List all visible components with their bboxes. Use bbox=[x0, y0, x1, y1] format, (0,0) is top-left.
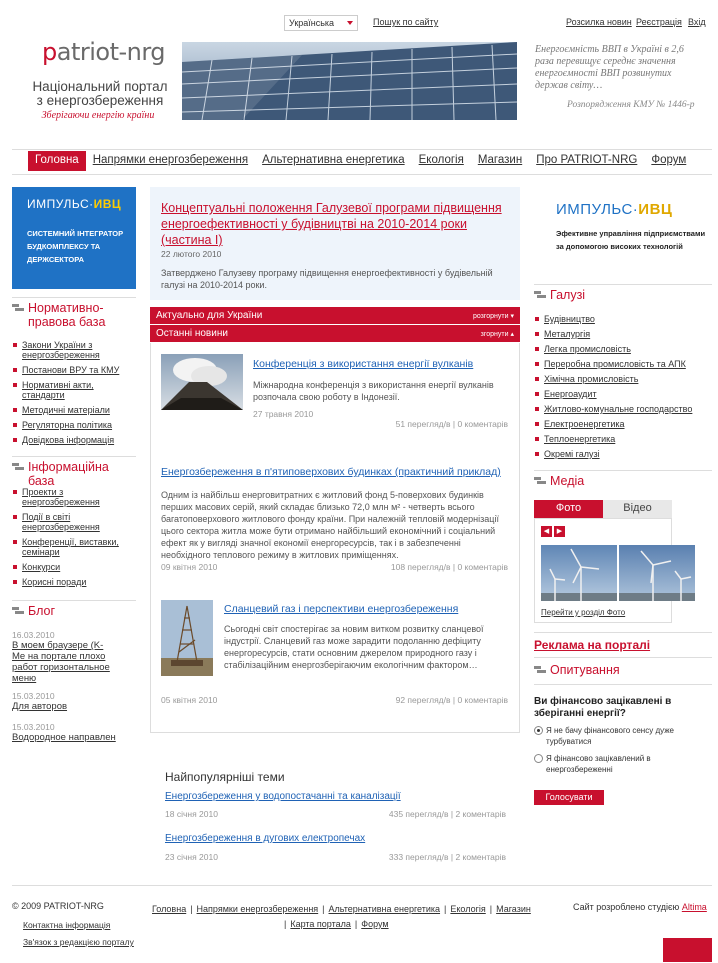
blog-post-link[interactable]: Водородное направлен bbox=[12, 732, 116, 743]
featured-text: Затверджено Галузеву програму підвищення енергоефективності у будівельній галузі на 2010-2014 роки. bbox=[161, 268, 493, 290]
footer-link[interactable]: Магазин bbox=[496, 904, 531, 914]
tab-photo[interactable]: Фото bbox=[534, 500, 603, 518]
news-meta: 51 перегляд/в | 0 коментарів bbox=[395, 419, 508, 429]
blog-post-link[interactable]: Для авторов bbox=[12, 701, 68, 712]
nav-divider-top bbox=[12, 149, 712, 150]
nav-directions[interactable]: Напрямки енергозбереження bbox=[92, 154, 249, 166]
blog-list bbox=[12, 630, 136, 743]
vote-button[interactable]: Голосувати bbox=[534, 790, 604, 805]
footer-link[interactable]: Форум bbox=[361, 919, 389, 929]
volcano-thumbnail[interactable] bbox=[161, 354, 243, 410]
search-link[interactable]: Пошук по сайту bbox=[373, 17, 439, 27]
altima-link[interactable]: Altima bbox=[681, 902, 707, 912]
section-icon bbox=[534, 666, 546, 675]
nav-about[interactable]: Про PATRIOT-NRG bbox=[536, 154, 638, 166]
divider bbox=[12, 297, 136, 298]
news-title-link[interactable]: Сланцевий газ і перспективи енергозбереження bbox=[224, 603, 459, 615]
main-nav bbox=[28, 151, 693, 171]
news-text: Одним із найбільш енерговитратних є житловий фонд 5-поверхових будинків перших масових серій, який складає близько 72,0 млн м² - четверть всього багатоповерхового житлового фонду країни. При належній тепловій модернізації цього сектора житла може бути отримано найбільший економічний і соціальний ефект як у вигляді значної економії енергоресурсів, так і в забезпеченні необхідного теплового режиму в житлових приміщеннях. bbox=[161, 490, 499, 560]
list-item[interactable]: Корисні поради bbox=[12, 577, 136, 587]
branches-section-title: Галузі bbox=[534, 288, 585, 302]
prev-arrow-icon[interactable]: ◀ bbox=[541, 526, 552, 537]
news-date: 27 травня 2010 bbox=[253, 409, 314, 419]
popular-meta: 435 перегляд/в | 2 коментарів bbox=[388, 809, 506, 819]
gallery-link[interactable]: Перейти у розділ Фото bbox=[541, 608, 626, 617]
news-meta: 108 перегляд/в | 0 коментарів bbox=[390, 562, 508, 572]
news-meta: 92 перегляд/в | 0 коментарів bbox=[395, 695, 508, 705]
list-item[interactable]: Окремі галузі bbox=[534, 449, 712, 459]
divider bbox=[534, 632, 712, 633]
header-quote: Енергоємність ВВП в Україні в 2,6 раза перевищує середнє значення енергоємності ВВП розвинутих держав світу… bbox=[535, 44, 684, 91]
chevron-down-icon bbox=[347, 21, 353, 25]
footer-link[interactable]: Напрямки енергозбереження bbox=[196, 904, 319, 914]
divider bbox=[534, 657, 712, 658]
nav-forum[interactable]: Форум bbox=[651, 154, 687, 166]
blog-date: 15.03.2010 bbox=[12, 722, 55, 732]
feedback-link[interactable]: Зв'язок з редакцією порталу bbox=[23, 937, 134, 947]
list-item[interactable]: Методичні матеріали bbox=[12, 405, 136, 415]
divider bbox=[534, 284, 712, 285]
poll-option[interactable]: Я не бачу фінансового сенсу дуже турбуватися bbox=[534, 725, 712, 747]
credit: Сайт розроблено студією Altima bbox=[573, 902, 707, 912]
list-item[interactable]: Нормативні акти, стандарти bbox=[12, 380, 136, 400]
list-item[interactable]: Житлово-комунальне господарство bbox=[534, 404, 712, 414]
nav-alt-energy[interactable]: Альтернативна енергетика bbox=[262, 154, 405, 166]
nav-shop[interactable]: Магазин bbox=[477, 154, 523, 166]
footer-divider bbox=[12, 885, 712, 886]
list-item[interactable]: Енергоаудит bbox=[534, 389, 712, 399]
divider bbox=[534, 684, 712, 685]
section-icon bbox=[534, 477, 546, 486]
media-section-title: Медіа bbox=[534, 474, 584, 488]
news-bar[interactable]: Останні новини згорнути ▴ bbox=[150, 325, 520, 342]
expand-toggle[interactable]: розгорнути ▾ bbox=[472, 312, 514, 320]
impulse-banner-left[interactable]: ИМПУЛЬС·ИВЦ СИСТЕМНИЙ ІНТЕГРАТОР БУДКОМПЛЕКСУ ТА ДЕРЖСЕКТОРА bbox=[12, 187, 136, 289]
list-item[interactable]: Теплоенергетика bbox=[534, 434, 712, 444]
radio-selected[interactable] bbox=[534, 726, 543, 735]
poll-option[interactable]: Я фінансово зацікавлений в енергозбереженні bbox=[534, 753, 712, 775]
blog-date: 15.03.2010 bbox=[12, 691, 55, 701]
news-title-link[interactable]: Енергозбереження в п'ятиповерхових будинках (практичний приклад) bbox=[161, 466, 501, 478]
blog-date: 16.03.2010 bbox=[12, 630, 55, 640]
footer-link[interactable]: Карта портала bbox=[290, 919, 351, 929]
featured-date: 22 лютого 2010 bbox=[161, 249, 222, 259]
nav-divider-bottom bbox=[12, 174, 712, 175]
branches-list bbox=[534, 314, 712, 464]
divider bbox=[534, 470, 712, 471]
wind-turbine-photo[interactable] bbox=[541, 545, 617, 601]
popular-meta: 333 перегляд/в | 2 коментарів bbox=[388, 852, 506, 862]
contact-link[interactable]: Контактна інформація bbox=[23, 920, 111, 930]
media-tabs bbox=[534, 500, 672, 518]
list-item[interactable]: Хімічна промисловість bbox=[534, 374, 712, 384]
ads-link[interactable]: Реклама на порталі bbox=[534, 638, 651, 652]
logo[interactable]: patriot-nrg bbox=[42, 38, 166, 66]
tab-video[interactable]: Відео bbox=[603, 500, 672, 518]
nav-home[interactable]: Головна bbox=[28, 151, 86, 171]
register-link[interactable]: Реєстрація bbox=[636, 17, 682, 27]
news-text: Сьогодні світ спостерігає за новим витком розвитку сланцевої індустрії. Сланцевий газ може зарадити подоланню дефіциту енергоресурсів, стати основним джерелом природного газу і стабілізаційним енергозберігаючим екологічним фактором… bbox=[224, 624, 484, 670]
footer-nav-2: | Карта портала | Форум bbox=[284, 919, 389, 929]
popular-heading: Найпопулярніші теми bbox=[165, 770, 285, 784]
news-text: Міжнародна конференція з використання енергії вулканів розпочала свою роботу в Індонезії. bbox=[253, 380, 494, 402]
studio-logo[interactable] bbox=[663, 938, 712, 962]
actual-bar[interactable]: Актуально для України розгорнути ▾ bbox=[150, 307, 520, 324]
list-item[interactable]: Конференції, виставки, семінари bbox=[12, 537, 136, 557]
list-item[interactable]: Переробна промисловість та АПК bbox=[534, 359, 712, 369]
language-select[interactable]: Українська bbox=[284, 15, 358, 31]
poll-question: Ви фінансово зацікавлені в зберіганні енергії? bbox=[534, 696, 672, 719]
list-item[interactable]: Легка промисловість bbox=[534, 344, 712, 354]
news-date: 09 квітня 2010 bbox=[161, 562, 218, 572]
copyright: © 2009 PATRIOT-NRG bbox=[12, 901, 104, 911]
footer-link[interactable]: Екологія bbox=[450, 904, 486, 914]
popular-date: 18 січня 2010 bbox=[165, 809, 218, 819]
divider bbox=[12, 456, 136, 457]
section-icon bbox=[12, 304, 24, 313]
section-icon bbox=[534, 291, 546, 300]
list-item[interactable]: Електроенергетика bbox=[534, 419, 712, 429]
solar-panel-banner bbox=[182, 42, 517, 120]
impulse-banner-right[interactable]: ИМПУЛЬС·ИВЦ Эфективне управління підприємствами за допомогою високих технологій bbox=[556, 201, 706, 251]
divider bbox=[12, 600, 136, 601]
featured-title-link[interactable]: Концептуальні положення Галузевої програми підвищення енергоефективності у будівництві на 2010-2014 роки (частина І) bbox=[161, 201, 502, 247]
mailing-link[interactable]: Розсилка новин bbox=[566, 17, 632, 27]
popular-title-link[interactable]: Енергозбереження у водопостачанні та каналізації bbox=[165, 791, 401, 802]
blog-section-title: Блог bbox=[12, 604, 136, 618]
collapse-toggle[interactable]: згорнути ▴ bbox=[480, 330, 514, 338]
section-icon bbox=[12, 463, 24, 472]
list-item[interactable]: Будівництво bbox=[534, 314, 712, 324]
blog-post-link[interactable]: В моем браузере (K-Me на портале плохо работ горизонтальное меню bbox=[12, 640, 110, 684]
info-section-title: Інформаційна база bbox=[12, 460, 136, 488]
site-slogan: Зберігаючи енергію країни bbox=[41, 110, 155, 121]
nav-ecology[interactable]: Екологія bbox=[418, 154, 464, 166]
radio[interactable] bbox=[534, 754, 543, 763]
section-icon bbox=[12, 607, 24, 616]
list-item[interactable]: Металургія bbox=[534, 329, 712, 339]
list-item[interactable]: Проекти з енергозбереження bbox=[12, 487, 136, 507]
list-item[interactable]: Конкурси bbox=[12, 562, 136, 572]
footer-link[interactable]: Головна bbox=[152, 904, 187, 914]
poll-section-title: Опитування bbox=[534, 663, 620, 677]
drilling-rig-thumbnail[interactable] bbox=[161, 600, 213, 676]
featured-article bbox=[150, 187, 520, 300]
popular-date: 23 січня 2010 bbox=[165, 852, 218, 862]
site-tagline: Національний портал з енергозбереження bbox=[32, 79, 168, 108]
footer-nav: Головна | Напрямки енергозбереження | Альтернативна енергетика | Екологія | Магазин bbox=[152, 904, 531, 914]
normative-list bbox=[12, 340, 136, 450]
list-item[interactable]: Довідкова інформація bbox=[12, 435, 136, 445]
news-date: 05 квітня 2010 bbox=[161, 695, 218, 705]
news-title-link[interactable]: Конференція з використання енергії вулканів bbox=[253, 358, 474, 370]
list-item[interactable]: Регуляторна політика bbox=[12, 420, 136, 430]
next-arrow-icon[interactable]: ▶ bbox=[554, 526, 565, 537]
wind-turbine-photo[interactable] bbox=[619, 545, 695, 601]
list-item[interactable]: Події в світі енергозбереження bbox=[12, 512, 136, 532]
info-list bbox=[12, 487, 136, 592]
decree-note: Розпорядження КМУ № 1446-р bbox=[567, 100, 695, 110]
login-link[interactable]: Вхід bbox=[688, 17, 706, 27]
popular-title-link[interactable]: Енергозбереження в дугових електропечах bbox=[165, 833, 366, 844]
list-item[interactable]: Постанови ВРУ та КМУ bbox=[12, 365, 136, 375]
list-item[interactable]: Закони України з енергозбереження bbox=[12, 340, 136, 360]
normative-section-title: Нормативно-правова база bbox=[12, 301, 136, 329]
footer-link[interactable]: Альтернативна енергетика bbox=[328, 904, 441, 914]
